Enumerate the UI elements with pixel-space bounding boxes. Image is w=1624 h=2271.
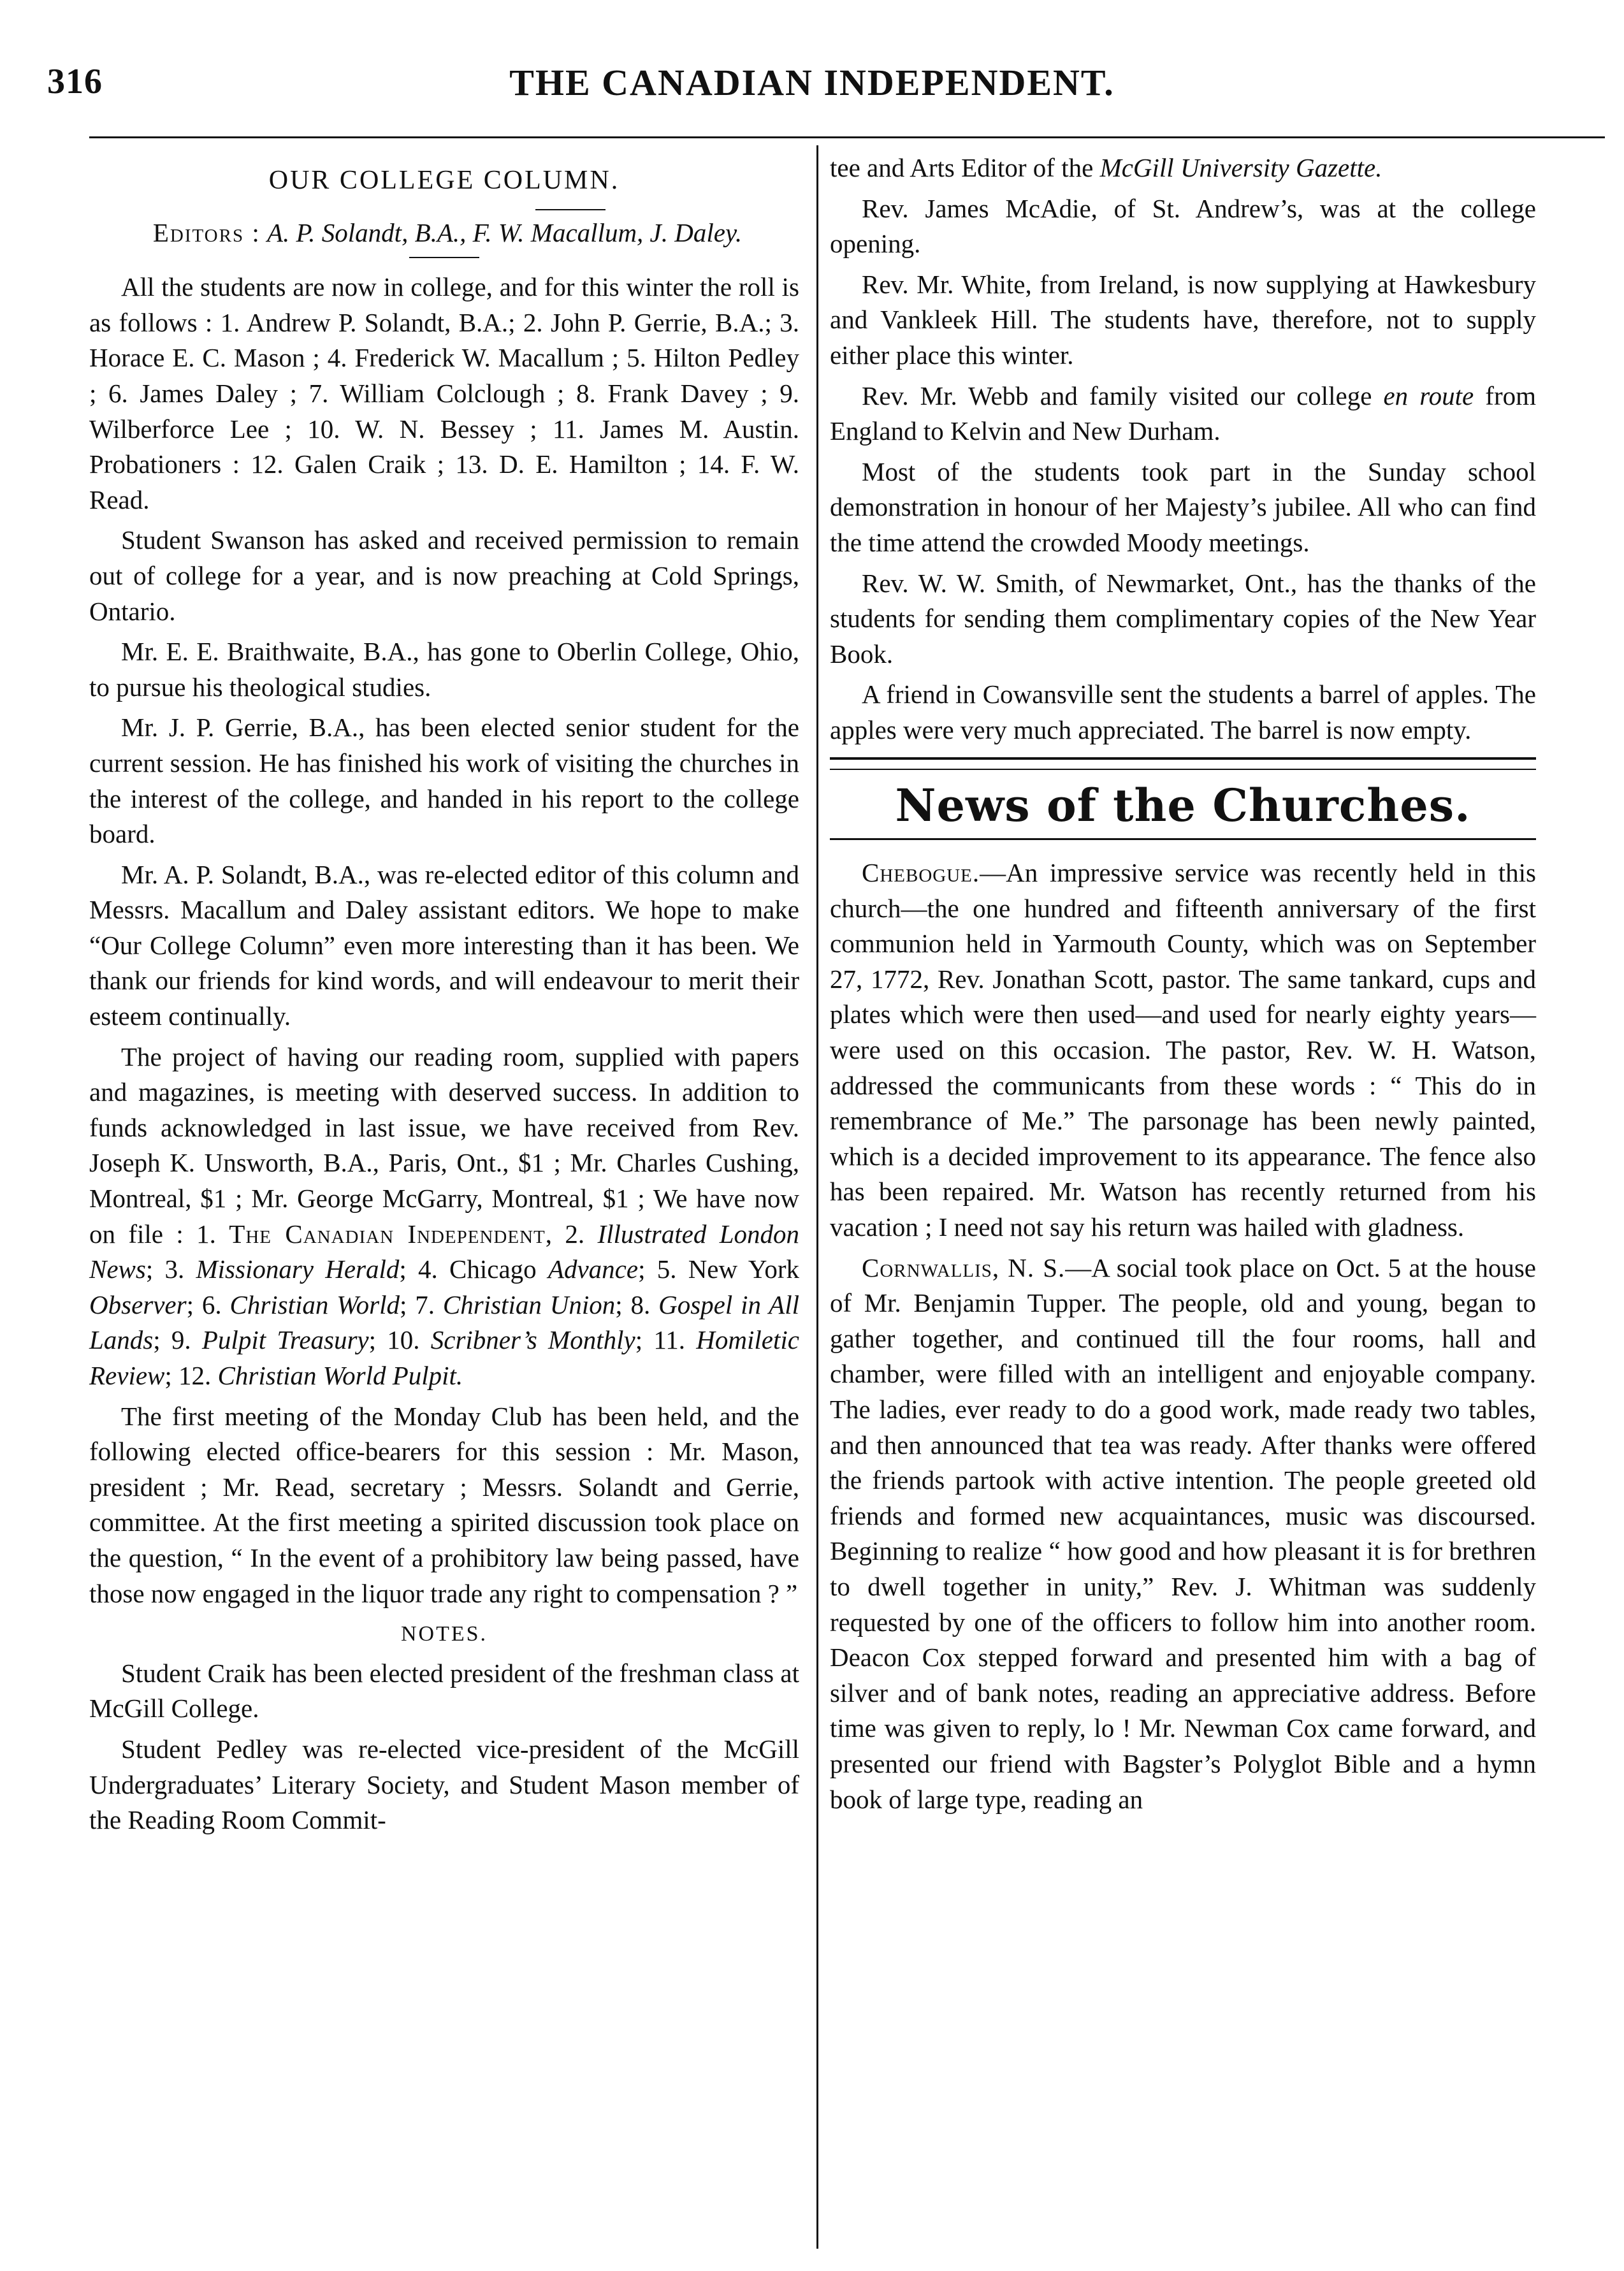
right-column (830, 150, 1536, 1822)
editors-line (89, 215, 799, 251)
editors-rule (409, 257, 479, 258)
paragraph-webb: Rev. Mr. Webb and family visited our college en route from England to Kelvin and New Durham. (830, 381, 1536, 446)
paragraph-monday-club: The first meeting of the Monday Club has been held, and the following elected office-bearers for this session : Mr. Mason, president ; Mr. Read, secretary ; Messrs. Solandt and Gerrie, committee. At the first meeting a spirited discussion took place on the question, “ In the event of a prohibitory law being passed, have those now engaged in the liquor trade any right to compensation ? ” (89, 1401, 799, 1608)
paragraph-swanson: Student Swanson has asked and received permission to remain out of college for a year, and is now preaching at Cold Springs, Ontario. (89, 525, 799, 626)
news-of-churches-title: News of the Churches. (895, 778, 1471, 832)
editors-names: A. P. Solandt, B.A., F. W. Macallum, J. Daley. (266, 217, 743, 247)
title-underline (535, 209, 605, 210)
column-divider (816, 145, 818, 2249)
paragraph-smith: Rev. W. W. Smith, of Newmarket, Ont., has the thanks of the students for sending them complimentary copies of the New Year Book. (830, 568, 1536, 669)
paragraph-mcadie: Rev. James McAdie, of St. Andrew’s, was at the college opening. (830, 193, 1536, 259)
page-number: 316 (47, 62, 103, 101)
section-double-rule (830, 757, 1536, 770)
paragraph-pedley: Student Pedley was re-elected vice-president of the McGill Undergraduates’ Literary Society, and Student Mason member of the Reading Room Commit- (89, 1734, 799, 1835)
paragraph-white: Rev. Mr. White, from Ireland, is now supplying at Hawkesbury and Vankleek Hill. The students have, therefore, not to supply either place this winter. (830, 269, 1536, 370)
cornwallis-lead: Cornwallis, N. S. (862, 1252, 1066, 1282)
notes-heading: NOTES. (400, 1622, 488, 1646)
chebogue-lead: Chebogue. (862, 858, 980, 888)
paragraph-continuation: tee and Arts Editor of the McGill University Gazette. (830, 153, 1382, 182)
paragraph-reading-room: The project of having our reading room, supplied with papers and magazines, is meeting with deserved success. In addition to funds acknowledged in last issue, we have received from Rev. Joseph K. Unsworth, B.A., Paris, Ont., $1 ; Mr. Charles Cushing, Montreal, $1 ; Mr. George McGarry, Montreal, $1 ; We have now on file : 1. The Canadian Independent, 2. Illustrated London News; 3. Missionary Herald; 4. Chicago Advance; 5. New York Observer; 6. Christian World; 7. Christian Union; 8. Gospel in All Lands; 9. Pulpit Treasury; 10. Scribner’s Monthly; 11. Homiletic Review; 12. Christian World Pulpit. (89, 1041, 800, 1390)
paragraph-cornwallis: Cornwallis, N. S.—A social took place on Oct. 5 at the house of Mr. Benjamin Tupper. The people, old and young, began to gather together, and continued till the four rooms, hall and chamber, were filled with an intelligent and enjoyable company. The ladies, ever ready to do a good work, made ready two tables, and then announced that tea was ready. After thanks were offered the friends partook with active intention. The people greeted old friends and formed new acquaintances, music was discoursed. Beginning to realize “ how good and how pleasant it is for brethren to dwell together in unity,” Rev. J. Whitman was suddenly requested by one of the officers to follow him into another room. Deacon Cox stepped forward and presented him with a bag of silver and of bank notes, reading an appreciative address. Before time was given to reply, lo ! Mr. Newman Cox came forward, and presented our friend with Bagster’s Polyglot Bible and a hymn book of large type, reading an (830, 1252, 1536, 1814)
paragraph-gerrie: Mr. J. P. Gerrie, B.A., has been elected senior student for the current session. He has finished his work of visiting the churches in the interest of the college, and handed in his report to the college board. (89, 713, 799, 849)
page-header (47, 61, 1577, 120)
journal-title: THE CANADIAN INDEPENDENT. (509, 62, 1115, 103)
editors-label: Editors : (152, 217, 261, 247)
paragraph-student-roll: All the students are now in college, and for this winter the roll is as follows : 1. Andrew P. Solandt, B.A.; 2. John P. Gerrie, B.A.; 3. Horace E. C. Mason ; 4. Frederick W. Macallum ; 5. Hilton Pedley ; 6. James Daley ; 7. William Colclough ; 8. Frank Davey ; 9. Wilberforce Lee ; 10. W. N. Bessey ; 11. James M. Austin. Probationers : 12. Galen Craik ; 13. D. E. Hamilton ; 14. F. W. Read. (89, 272, 799, 514)
college-column-title: OUR COLLEGE COLUMN. (268, 166, 620, 195)
paragraph-apples: A friend in Cowansville sent the students a barrel of apples. The apples were very much appreciated. The barrel is now empty. (830, 679, 1536, 744)
paragraph-solandt-editor: Mr. A. P. Solandt, B.A., was re-elected editor of this column and Messrs. Macallum and Daley assistant editors. We hope to make “Our College Column” even more interesting than it has been. We thank our friends for kind words, and will endeavour to merit their esteem continually. (89, 859, 799, 1031)
paragraph-craik: Student Craik has been elected president of the freshman class at McGill College. (89, 1658, 799, 1723)
header-rule (89, 136, 1605, 138)
paragraph-braithwaite: Mr. E. E. Braithwaite, B.A., has gone to Oberlin College, Ohio, to pursue his theological studies. (89, 637, 799, 702)
paragraph-jubilee: Most of the students took part in the Sunday school demonstration in honour of her Majesty’s jubilee. All who can find the time attend the crowded Moody meetings. (830, 456, 1536, 557)
left-column (89, 150, 799, 1843)
news-title-rule (830, 838, 1536, 840)
paragraph-chebogue: Chebogue.—An impressive service was recently held in this church—the one hundred and fifteenth anniversary of the first communion held in Yarmouth County, which was on September 27, 1772, Rev. Jonathan Scott, pastor. The same tankard, cups and plates which were then used—and used for nearly eighty years—were used on this occasion. The pastor, Rev. W. H. Watson, addressed the communicants from these words : “ This do in remembrance of Me.” The parsonage has been newly painted, which is a decided improvement to its appearance. The fence also has been repaired. Mr. Watson has recently returned from his vacation ; I need not say his return was hailed with gladness. (830, 858, 1536, 1242)
